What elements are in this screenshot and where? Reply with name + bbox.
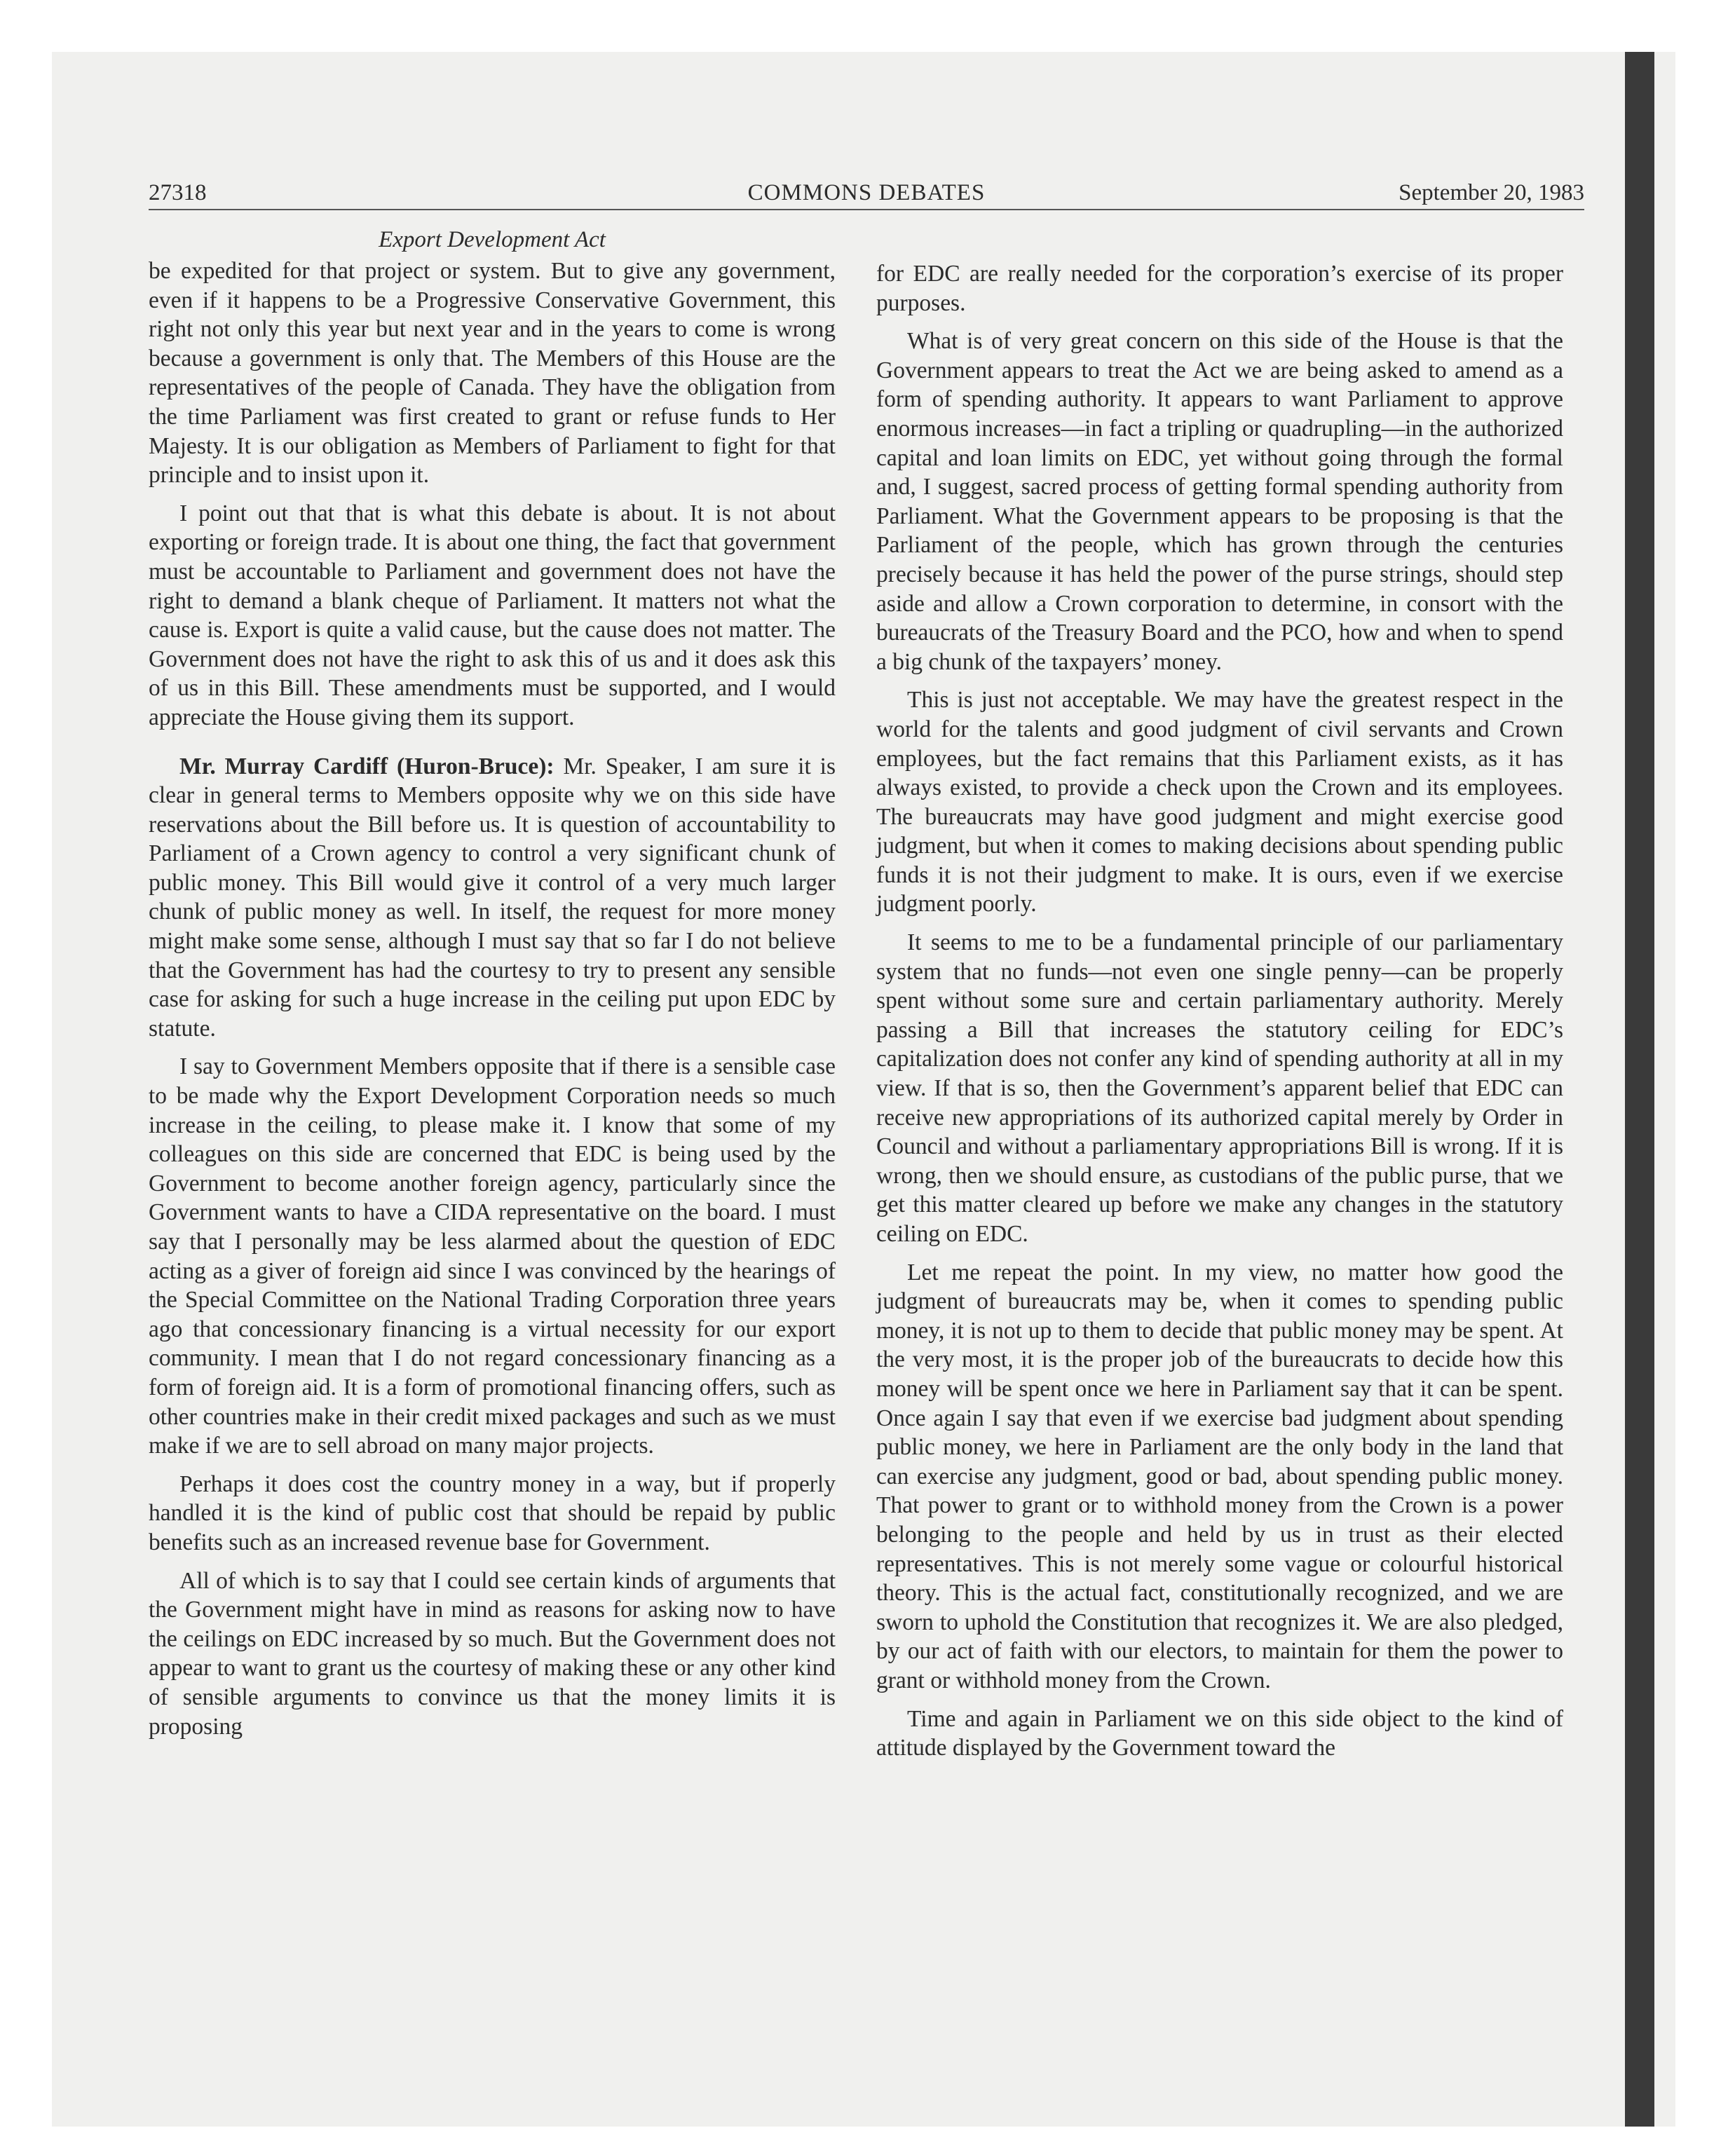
page-header xyxy=(149,177,1584,209)
header-rule xyxy=(149,209,1584,210)
paragraph: for EDC are really needed for the corporation’s exercise of its proper purposes. xyxy=(876,261,1563,316)
paragraph: Let me repeat the point. In my view, no matter how good the judgment of bureaucrats may be, when it comes to spending public money, it is not up to them to decide that public money may be spent. At the very most, it is the proper job of the bureaucrats to decide how this money will be spent once we here in Parliament say that it can be spent. Once again I say that even if we exercise bad judgment about spending public money, we here in Parliament are the only body in the land that can exercise any judgment, good or bad, about spending public money. That power to grant or to withhold money from the Crown is a power belonging to the people and held by us in trust as their elected representatives. This is not merely some vague or colourful historical theory. This is the actual fact, constitutionally recognized, and we are sworn to uphold the Constitution that recognizes it. We are also pledged, by our act of faith with our electors, to maintain for them the power to grant or withhold money from the Crown. xyxy=(876,1259,1563,1693)
paragraph: I say to Government Members opposite that if there is a sensible case to be made why the Export Development Corporation needs so much increase in the ceiling, to please make it. I know that some of my colleagues on this side are concerned that EDC is being used by the Government to become another foreign agency, particularly since the Government wants to have a CIDA representative on the board. I must say that I personally may be less alarmed about the question of EDC acting as a giver of foreign aid since I was convinced by the hearings of the Special Committee on the National Trading Corporation three years ago that concessionary financing is a virtual necessity for our export community. I mean that I do not regard concessionary financing as a form of foreign aid. It is a form of promotional financing offers, such as other countries make in their credit mixed packages and such as we must make if we are to sell abroad on many major projects. xyxy=(149,1053,836,1459)
speaker-paragraph xyxy=(149,752,836,1044)
speaker-name: Mr. Murray Cardiff (Huron-Bruce): xyxy=(179,753,554,779)
paragraph: I point out that that is what this debate is about. It is not about exporting or foreign trade. It is about one thing, the fact that government must be accountable to Parliament and government does not have the right to demand a blank cheque of Parliament. It matters not what the cause is. Export is quite a valid cause, but the cause does not matter. The Government does not have the right to ask this of us and it does ask this of us in this Bill. These amendments must be supported, and I would appreciate the House giving them its support. xyxy=(149,500,836,730)
running-title: Export Development Act xyxy=(379,227,606,252)
right-column xyxy=(876,259,1563,1772)
speech-text: Mr. Speaker, I am sure it is clear in general terms to Members opposite why we on this side have reservations about the Bill before us. It is question of accountability to Parliament of a Crown agency to control a very significant chunk of public money. This Bill would give it control of a very much larger chunk of public money as well. In itself, the request for more money might make some sense, although I must say that so far I do not believe that the Government has had the courtesy to try to present any sensible case for asking for such a huge increase in the ceiling put upon EDC by statute. xyxy=(149,753,836,1042)
binding-edge xyxy=(1625,52,1654,2127)
paragraph: It seems to me to be a fundamental principle of our parliamentary system that no funds—not even one single penny—can be properly spent without some sure and certain parliamentary authority. Merely passing a Bill that increases the statutory ceiling for EDC’s capitalization does not confer any kind of spending authority at all in my view. If that is so, then the Government’s apparent belief that EDC can receive new appropriations of its authorized capital merely by Order in Council and without a parliamentary appropriations Bill is wrong. If it is wrong, then we should ensure, as custodians of the public purse, that we get this matter cleared up before we make any changes in the statutory ceiling on EDC. xyxy=(876,929,1563,1247)
left-column xyxy=(149,257,836,1750)
paragraph: All of which is to say that I could see certain kinds of arguments that the Government might have in mind as reasons for asking now to have the ceilings on EDC increased by so much. But the Government does not appear to want to grant us the courtesy of making these or any other kind of sensible arguments to convince us that the money limits it is proposing xyxy=(149,1567,836,1740)
publication-date: September 20, 1983 xyxy=(1399,180,1584,205)
paragraph: What is of very great concern on this side of the House is that the Government appears to treat the Act we are being asked to amend as a form of spending authority. It appears to want Parliament to approve enormous increases—in fact a tripling or quadrupling—in the authorized capital and loan limits on EDC, yet without going through the formal and, I suggest, sacred process of getting formal spending authority from Parliament. What the Government appears to be proposing is that the Parliament of the people, which has grown through the centuries precisely because it has held the power of the purse strings, should step aside and allow a Crown corporation to determine, in consort with the bureaucrats of the Treasury Board and the PCO, how and when to spend a big chunk of the taxpayers’ money. xyxy=(876,328,1563,675)
page-number: 27318 xyxy=(149,180,207,205)
paragraph: This is just not acceptable. We may have the greatest respect in the world for the talents and good judgment of civil servants and Crown employees, but the fact remains that this Parliament exists, as it has always existed, to provide a check upon the Crown and its employees. The bureaucrats may have good judgment and might exercise good judgment, but when it comes to making decisions about spending public funds it is not their judgment to make. It is ours, even if we exercise judgment poorly. xyxy=(876,687,1563,917)
publication-title: COMMONS DEBATES xyxy=(747,180,986,205)
paragraph: be expedited for that project or system. But to give any government, even if it happens to be a Progressive Conservative Government, this right not only this year but next year and in the years to come is wrong because a government is only that. The Members of this House are the representatives of the people of Canada. They have the obligation from the time Parliament was first created to grant or refuse funds to Her Majesty. It is our obligation as Members of Parliament to fight for that principle and to insist upon it. xyxy=(149,258,836,489)
paragraph: Perhaps it does cost the country money in a way, but if properly handled it is the kind of public cost that should be repaid by public benefits such as an increased revenue base for Government. xyxy=(149,1471,836,1555)
paragraph: Time and again in Parliament we on this side object to the kind of attitude displayed by the Government toward the xyxy=(876,1705,1563,1761)
